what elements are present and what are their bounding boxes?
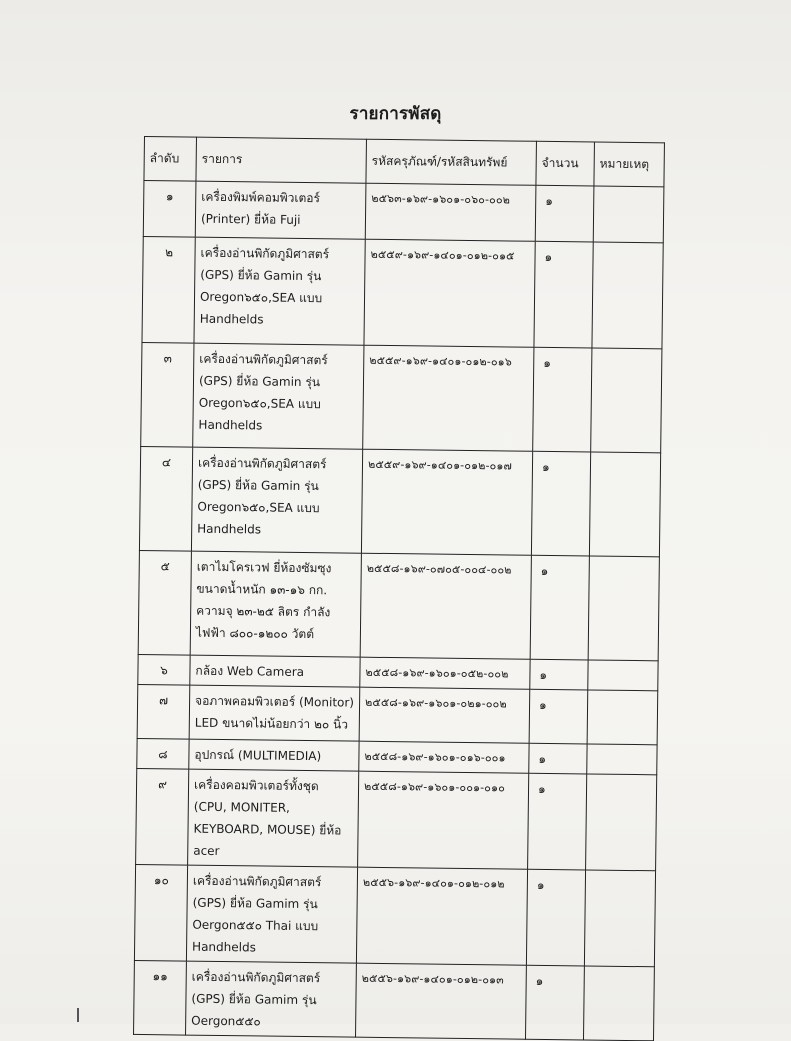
row-note [593,186,664,243]
row-item: เครื่องอ่านพิกัดภูมิศาสตร์ (GPS) ยี่ห้อ Gamin รุ่น Oregon๖๕๐,SEA แบบ Handhelds [191,447,362,553]
supplies-table [133,136,665,1041]
table-row [134,960,655,1040]
row-no: ๓ [141,342,194,447]
row-code: ๒๕๕๘-๑๖๙-๑๖๐๑-๐๐๑-๐๑๐ [358,771,529,869]
row-code: ๒๕๖๓-๑๖๙-๑๖๐๑-๐๖๐-๐๐๒ [365,183,536,241]
row-no: ๙ [136,768,189,865]
row-item: เครื่องอ่านพิกัดภูมิศาสตร์ (GPS) ยี่ห้อ Gamim รุ่น Oergon๕๕๐ Thai แบบ Handhelds [186,865,357,963]
row-qty: ๑ [529,743,587,774]
row-note [588,556,659,661]
row-note [587,690,658,745]
row-item: เตาไมโครเวฟ ยี่ห้องซัมซุง ขนาดน้ำหนัก ๑๓-๑๖ กก. ความจุ ๒๓-๒๕ ลิตร กำลังไฟฟ้า ๘๐๐-๑๒๐๐ วัตต์ [190,551,361,657]
row-code: ๒๕๕๙-๑๖๙-๑๔๐๑-๐๑๒-๐๑๕ [364,239,535,347]
row-no: ๗ [137,684,190,739]
row-item: เครื่องอ่านพิกัดภูมิศาสตร์ (GPS) ยี่ห้อ Gamim รุ่น Oergon๕๕๐ [186,961,357,1037]
row-qty: ๑ [535,185,594,242]
row-note [583,966,654,1041]
scan-edge-mark [77,1008,79,1022]
row-qty: ๑ [534,241,593,348]
row-qty: ๑ [528,773,587,870]
table-row [142,236,663,348]
row-code: ๒๕๕๘-๑๖๙-๑๖๐๑-๐๑๖-๐๐๑ [359,741,529,773]
row-item: จอภาพคอมพิวเตอร์ (Monitor) LED ขนาดไม่น้อยกว่า ๒๐ นิ้ว [189,685,360,741]
row-item: กล้อง Web Camera [190,655,360,687]
row-item: เครื่องอ่านพิกัดภูมิศาสตร์ (GPS) ยี่ห้อ Gamin รุ่น Oregon๖๕๐,SEA แบบ Handhelds [193,343,364,449]
row-code: ๒๕๕๙-๑๖๙-๑๔๐๑-๐๑๒-๐๑๗ [361,449,532,555]
row-qty: ๑ [530,659,588,690]
row-code: ๒๕๕๘-๑๖๙-๑๖๐๑-๐๕๒-๐๐๒ [360,657,530,689]
row-qty: ๑ [530,555,589,660]
table-row [137,684,658,744]
row-item: เครื่องคอมพิวเตอร์ทั้งชุด (CPU, MONITER, KEYBOARD, MOUSE) ยี่ห้อ acer [188,769,359,867]
row-note [588,660,658,691]
row-code: ๒๕๕๘-๑๖๙-๑๖๐๑-๐๒๑-๐๐๒ [359,687,530,743]
header-note: หมายเหตุ [594,142,665,187]
row-code: ๒๕๕๙-๑๖๙-๑๔๐๑-๐๑๒-๐๑๖ [363,345,534,451]
row-no: ๑๐ [134,864,187,961]
row-code: ๒๕๕๘-๑๖๙-๐๗๐๕-๐๐๔-๐๐๒ [360,553,531,659]
row-note [586,774,657,871]
row-code: ๒๕๕๖-๑๖๙-๑๔๐๑-๐๑๒-๐๑๓ [356,963,527,1039]
row-no: ๖ [138,654,190,685]
header-no: ลำดับ [144,137,197,182]
row-no: ๑๑ [134,960,187,1035]
row-item: อุปกรณ์ (MULTIMEDIA) [189,739,359,771]
header-item: รายการ [196,137,367,183]
row-no: ๔ [139,446,192,551]
row-note [584,870,655,967]
header-qty: จำนวน [536,141,595,186]
row-note [587,744,657,775]
row-qty: ๑ [531,451,590,556]
row-no: ๒ [142,236,195,343]
row-note [592,242,663,349]
row-no: ๑ [143,181,196,238]
row-no: ๕ [138,550,191,655]
table-row [138,550,659,660]
row-qty: ๑ [526,869,585,966]
row-code: ๒๕๕๖-๑๖๙-๑๔๐๑-๐๑๒-๐๑๒ [356,867,527,965]
page-title: รายการพัสดุ [349,104,442,124]
table-row [134,864,655,966]
header-code: รหัสครุภัณฑ์/รหัสสินทรัพย์ [366,139,537,185]
row-qty: ๑ [529,689,588,744]
table-row [141,342,662,452]
table-row [143,181,664,243]
row-qty: ๑ [533,347,592,452]
row-qty: ๑ [525,965,584,1040]
row-item: เครื่องอ่านพิกัดภูมิศาสตร์ (GPS) ยี่ห้อ Gamin รุ่น Oregon๖๕๐,SEA แบบ Handhelds [194,237,365,345]
row-item: เครื่องพิมพ์คอมพิวเตอร์ (Printer) ยี่ห้อ Fuji [195,181,366,239]
header-row [144,137,664,187]
row-note [591,348,662,453]
table-row [136,768,657,870]
row-no: ๘ [137,738,189,769]
row-note [589,452,660,557]
table-row [139,446,660,556]
